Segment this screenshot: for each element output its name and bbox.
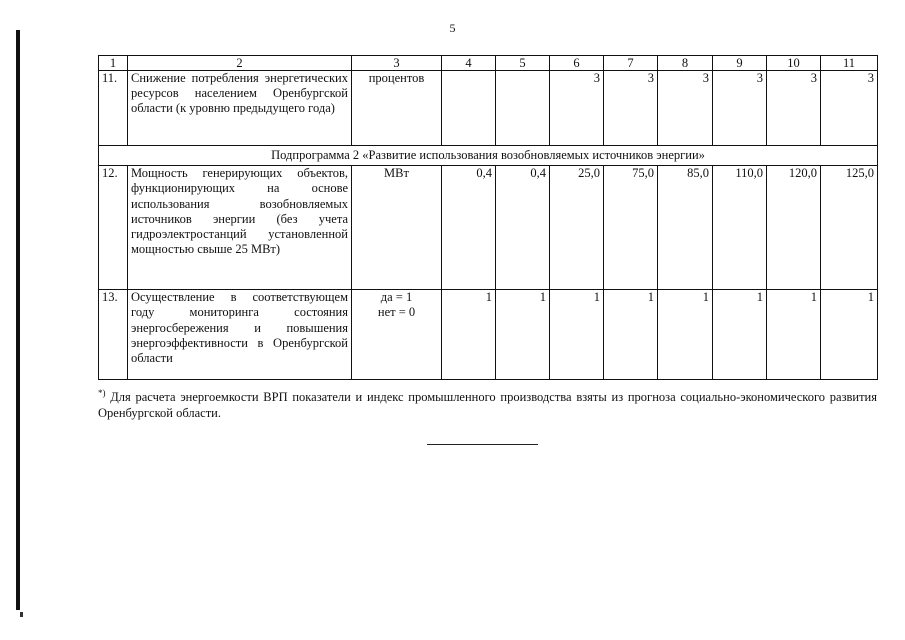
row-value: 75,0 — [604, 166, 658, 290]
left-margin-bar — [16, 30, 20, 610]
row-value: 120,0 — [767, 166, 821, 290]
column-header: 2 — [128, 56, 352, 71]
column-header: 7 — [604, 56, 658, 71]
row-value — [496, 71, 550, 146]
row-value: 0,4 — [496, 166, 550, 290]
row-value: 3 — [550, 71, 604, 146]
subprogram-title: Подпрограмма 2 «Развитие использования возобновляемых источников энергии» — [99, 146, 878, 166]
page-number: 5 — [449, 21, 456, 35]
column-header: 9 — [713, 56, 767, 71]
column-header: 6 — [550, 56, 604, 71]
row-value: 0,4 — [442, 166, 496, 290]
scan-mark — [20, 612, 23, 617]
table-row — [99, 166, 878, 290]
row-unit: МВт — [352, 166, 442, 290]
row-value: 3 — [658, 71, 713, 146]
column-header: 10 — [767, 56, 821, 71]
column-header: 3 — [352, 56, 442, 71]
row-description: Мощность генерирующих объектов, функционирующих на основе использования возобновляемых источников энергии (без учета гидроэлектростанций установленной мощностью свыше 25 МВт) — [128, 166, 352, 290]
row-number: 11. — [99, 71, 128, 146]
indicators-table — [98, 55, 878, 380]
row-value: 3 — [767, 71, 821, 146]
row-number: 13. — [99, 290, 128, 380]
table-row — [99, 290, 878, 380]
closing-rule — [427, 444, 538, 445]
unit-no: нет = 0 — [377, 305, 416, 320]
row-value: 1 — [442, 290, 496, 380]
footnote — [98, 385, 877, 421]
row-value: 1 — [496, 290, 550, 380]
row-value: 110,0 — [713, 166, 767, 290]
row-description: Осуществление в соответствующем году мониторинга состояния энергосбережения и повышения энергоэффективности в Оренбургской области — [128, 290, 352, 380]
row-number: 12. — [99, 166, 128, 290]
row-value: 3 — [821, 71, 878, 146]
row-description: Снижение потребления энергетических ресурсов населением Оренбургской области (к уровню предыдущего года) — [128, 71, 352, 146]
row-value: 85,0 — [658, 166, 713, 290]
footnote-text: Для расчета энергоемкости ВРП показатели и индекс промышленного производства взяты из прогноза социально-экономического развития Оренбургской области. — [98, 390, 877, 421]
column-header: 1 — [99, 56, 128, 71]
row-unit — [352, 290, 442, 380]
row-unit: процентов — [352, 71, 442, 146]
column-header: 8 — [658, 56, 713, 71]
row-value: 1 — [604, 290, 658, 380]
row-value: 3 — [713, 71, 767, 146]
column-number-row — [99, 56, 878, 71]
footnote-mark: *) — [98, 388, 106, 398]
column-header: 4 — [442, 56, 496, 71]
row-value: 25,0 — [550, 166, 604, 290]
row-value: 1 — [767, 290, 821, 380]
subprogram-row — [99, 146, 878, 166]
table-row — [99, 71, 878, 146]
row-value: 1 — [550, 290, 604, 380]
row-value: 1 — [713, 290, 767, 380]
row-value: 1 — [658, 290, 713, 380]
column-header: 11 — [821, 56, 878, 71]
row-value: 1 — [821, 290, 878, 380]
column-header: 5 — [496, 56, 550, 71]
unit-yes: да = 1 — [380, 290, 413, 305]
row-value: 3 — [604, 71, 658, 146]
row-value: 125,0 — [821, 166, 878, 290]
row-value — [442, 71, 496, 146]
